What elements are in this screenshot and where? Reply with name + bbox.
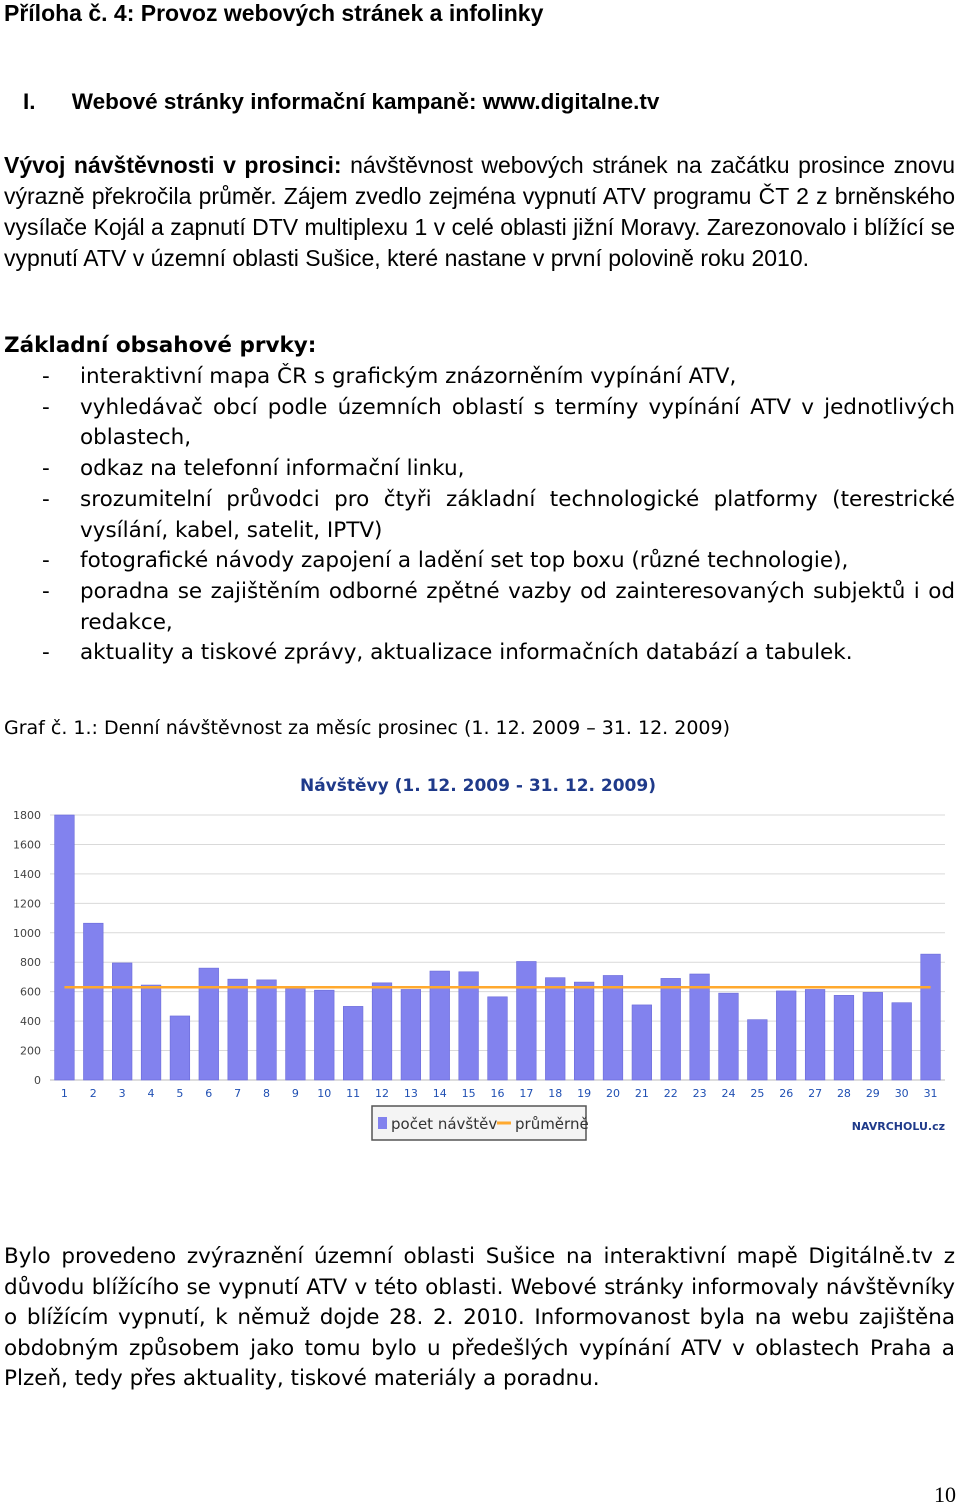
page-heading: Příloha č. 4: Provoz webových stránek a infolinky [4, 0, 544, 26]
y-tick-label: 1400 [13, 867, 41, 881]
x-tick-label: 18 [548, 1087, 563, 1100]
bar [545, 978, 565, 1080]
bar [488, 997, 508, 1080]
bar [921, 954, 941, 1080]
y-tick-label: 1800 [13, 809, 41, 822]
bar [228, 979, 248, 1080]
content-list [4, 362, 955, 669]
bar [574, 982, 594, 1080]
bar [55, 815, 75, 1080]
chart-caption: Graf č. 1.: Denní návštěvnost za měsíc prosinec (1. 12. 2009 – 31. 12. 2009) [4, 717, 731, 739]
y-axis-ticks [13, 809, 41, 1087]
paragraph-text: návštěvnost webových stránek na začátku prosince znovu výrazně překročila průměr. Zájem zvedlo zejména vypnutí ATV programu ČT 2 z brněnského vysílače Kojál a zapnutí DTV multiplexu 1 v celé oblasti jižní Moravy. Zarezonovalo i blížící se vypnutí ATV v územní oblasti Sušice, které nastane v první polovině roku 2010. [4, 152, 955, 271]
x-tick-label: 31 [923, 1087, 938, 1100]
bar [257, 980, 277, 1080]
x-axis-ticks [61, 1087, 938, 1100]
x-tick-label: 7 [234, 1087, 242, 1100]
x-tick-label: 2 [89, 1087, 97, 1100]
x-tick-label: 27 [808, 1087, 823, 1100]
x-tick-label: 26 [779, 1087, 794, 1100]
x-tick-label: 17 [519, 1087, 534, 1100]
bar [141, 985, 161, 1080]
x-tick-label: 1 [60, 1087, 68, 1100]
section-number: I. [23, 89, 36, 114]
y-tick-label: 1000 [13, 926, 41, 940]
bar [834, 995, 854, 1080]
daily-visits-chart [0, 760, 960, 1150]
x-tick-label: 13 [403, 1087, 418, 1100]
x-tick-label: 20 [605, 1087, 620, 1100]
bar [661, 978, 681, 1080]
y-tick-label: 600 [20, 985, 41, 999]
bar [343, 1006, 363, 1080]
legend-bar-swatch [378, 1117, 387, 1129]
x-tick-label: 8 [263, 1087, 271, 1100]
bar [632, 1005, 652, 1080]
content-section [4, 331, 955, 669]
chart-title: Návštěvy (1. 12. 2009 - 31. 12. 2009) [299, 776, 657, 796]
y-tick-label: 0 [34, 1074, 41, 1087]
x-tick-label: 19 [577, 1087, 592, 1100]
x-tick-label: 22 [663, 1087, 678, 1100]
bar [199, 968, 219, 1080]
bar [170, 1016, 190, 1080]
x-tick-label: 4 [147, 1087, 155, 1100]
paragraph-susice: Bylo provedeno zvýraznění územní oblasti Sušice na interaktivní mapě Digitálně.tv z důvodu blížícího se vypnutí ATV v této oblasti. Webové stránky informovaly návštěvníky o blížícím vypnutí, k němuž dojde 28. 2. 2010. Informovanost byla na webu zajištěna obdobným způsobem jako tomu bylo u předešlých vypínání ATV v oblastech Praha a Plzeň, tedy přes aktuality, tiskové materiály a poradnu. [4, 1244, 955, 1391]
chart-legend [372, 1106, 589, 1140]
x-tick-label: 3 [118, 1087, 126, 1100]
x-tick-label: 12 [375, 1087, 390, 1100]
x-tick-label: 21 [634, 1087, 649, 1100]
y-tick-label: 200 [20, 1044, 41, 1058]
page-number: 10 [934, 1482, 956, 1507]
bar [517, 961, 537, 1080]
chart-watermark: NAVRCHOLU.cz [851, 1120, 945, 1133]
bar [83, 923, 103, 1080]
list-item: - poradna se zajištěním odborné zpětné vazby od zainteresovaných subjektů i od redakce, [4, 577, 955, 638]
bar [805, 989, 825, 1080]
bar [892, 1003, 912, 1080]
x-tick-label: 14 [432, 1087, 447, 1100]
bar [314, 990, 334, 1080]
section-title [23, 89, 659, 115]
x-tick-label: 15 [461, 1087, 476, 1100]
list-item: - vyhledávač obcí podle územních oblastí s termíny vypínání ATV v jednotlivých oblastech, [4, 393, 955, 454]
bar [372, 983, 392, 1080]
y-tick-label: 1600 [13, 838, 41, 852]
x-tick-label: 6 [205, 1087, 213, 1100]
x-tick-label: 25 [750, 1087, 765, 1100]
x-tick-label: 28 [836, 1087, 851, 1100]
legend-label-line: průměrně [515, 1115, 589, 1133]
bar [603, 975, 623, 1080]
content-heading: Základní obsahové prvky: [4, 333, 317, 358]
x-tick-label: 23 [692, 1087, 707, 1100]
bar [719, 993, 739, 1080]
bar [286, 988, 306, 1080]
x-tick-label: 24 [721, 1087, 736, 1100]
paragraph-visits [4, 150, 955, 274]
section-title-text: Webové stránky informační kampaně: www.digitalne.tv [71, 89, 660, 114]
bar [401, 989, 421, 1080]
bar [776, 991, 796, 1080]
y-tick-label: 400 [20, 1015, 41, 1029]
list-item: - srozumitelní průvodci pro čtyři základní technologické platformy (terestrické vysílání, kabel, satelit, IPTV) [4, 485, 955, 546]
x-tick-label: 16 [490, 1087, 505, 1100]
x-tick-label: 5 [176, 1087, 184, 1100]
legend-label-bars: počet návštěv [391, 1115, 498, 1133]
y-tick-label: 800 [20, 956, 41, 970]
list-item: - interaktivní mapa ČR s grafickým znázorněním vypínání ATV, [4, 362, 955, 393]
bar [863, 992, 883, 1080]
bar-series [55, 815, 941, 1080]
x-tick-label: 11 [346, 1087, 361, 1100]
y-tick-label: 1200 [13, 897, 41, 911]
paragraph-lead: Vývoj návštěvnosti v prosinci: [4, 152, 342, 178]
bar [690, 974, 710, 1080]
list-item: - aktuality a tiskové zprávy, aktualizace informačních databází a tabulek. [4, 638, 955, 669]
x-tick-label: 29 [865, 1087, 880, 1100]
bar [748, 1020, 768, 1080]
list-item: - fotografické návody zapojení a ladění set top boxu (různé technologie), [4, 546, 955, 577]
bar [112, 963, 132, 1080]
list-item: - odkaz na telefonní informační linku, [4, 454, 955, 485]
x-tick-label: 10 [317, 1087, 332, 1100]
x-tick-label: 30 [894, 1087, 909, 1100]
x-tick-label: 9 [291, 1087, 299, 1100]
